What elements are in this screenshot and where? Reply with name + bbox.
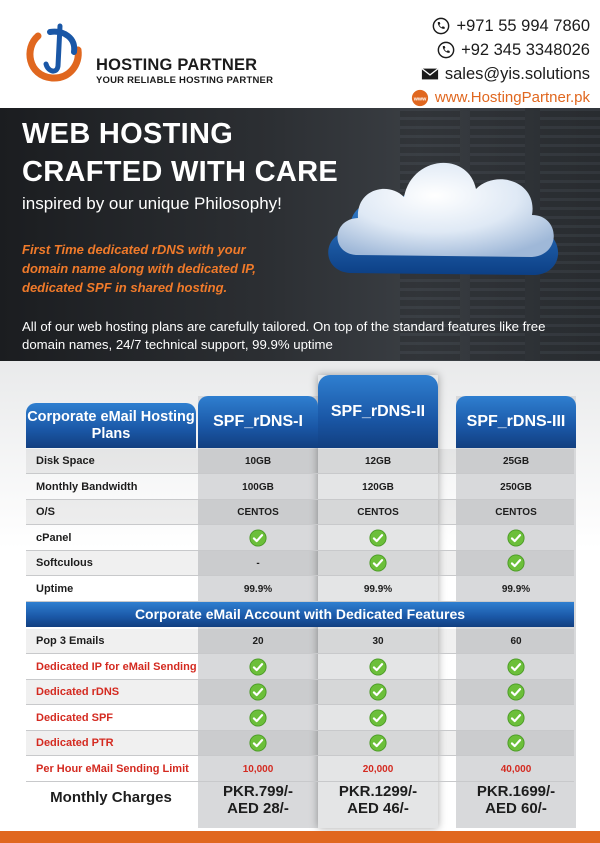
row-divider <box>26 781 574 782</box>
row-value: 10,000 <box>242 763 274 775</box>
svg-text:www: www <box>413 96 427 103</box>
row-value: CENTOS <box>237 507 279 518</box>
check-icon <box>318 551 438 576</box>
row-value: - <box>256 558 260 569</box>
price-aed: AED 46/- <box>347 800 409 817</box>
table-row <box>26 500 574 525</box>
row-value: 250GB <box>500 481 532 493</box>
row-label: cPanel <box>36 531 72 544</box>
footer-bar <box>0 831 600 843</box>
brand-tagline: YOUR RELIABLE HOSTING PARTNER <box>96 75 274 86</box>
price-plan-1 <box>198 783 318 817</box>
check-icon <box>318 706 438 731</box>
check-icon <box>198 731 318 756</box>
email-text: sales@yis.solutions <box>444 65 590 83</box>
price-aed: AED 28/- <box>227 800 289 817</box>
check-icon <box>318 655 438 680</box>
row-value: 25GB <box>502 456 530 467</box>
row-value: CENTOS <box>495 507 537 518</box>
check-icon <box>456 551 576 576</box>
phone-icon <box>437 41 455 59</box>
contact-phone-1[interactable] <box>411 14 590 38</box>
hero-highlight: First Time dedicated rDNS with your domain name along with dedicated IP, dedicated SPF in shared hosting. <box>22 242 256 295</box>
phone-2-text: +92 345 3348026 <box>461 41 590 59</box>
row-value: CENTOS <box>357 507 399 518</box>
row-label: Per Hour eMail Sending Limit <box>36 762 189 775</box>
check-icon <box>456 731 576 756</box>
check-icon <box>318 526 438 551</box>
price-plan-3 <box>456 783 576 817</box>
logo-icon <box>22 22 88 84</box>
check-icon <box>456 706 576 731</box>
check-icon <box>456 655 576 680</box>
row-label: Monthly Bandwidth <box>36 480 138 493</box>
row-value: 40,000 <box>500 763 532 775</box>
row-value: 60 <box>510 636 522 647</box>
row-value: 20 <box>252 636 264 647</box>
website-text: www.HostingPartner.pk <box>434 89 590 106</box>
hero-title-line-1: WEB HOSTING <box>22 118 234 150</box>
brand-name: HOSTING PARTNER <box>96 56 258 74</box>
table-row <box>26 551 574 576</box>
contact-phone-2[interactable] <box>411 38 590 62</box>
check-icon <box>456 680 576 705</box>
hero-banner <box>0 108 600 361</box>
check-icon <box>198 706 318 731</box>
envelope-icon <box>421 65 439 83</box>
table-row <box>26 629 574 654</box>
row-label: Pop 3 Emails <box>36 635 105 647</box>
row-value: 99.9% <box>363 583 393 595</box>
row-value: 30 <box>372 636 384 647</box>
row-value: 10GB <box>244 456 272 467</box>
row-label: Dedicated rDNS <box>36 686 120 698</box>
row-value: 20,000 <box>362 763 394 775</box>
hero-subtitle: inspired by our unique Philosophy! <box>22 194 282 213</box>
plan-header-1: SPF_rDNS-I <box>198 396 318 448</box>
phone-1-text: +971 55 994 7860 <box>456 17 590 35</box>
plan-header-3: SPF_rDNS-III <box>456 396 576 448</box>
row-label: Softculous <box>36 557 93 569</box>
check-icon <box>456 526 576 551</box>
row-label: Dedicated PTR <box>36 737 114 749</box>
table-row <box>26 655 574 680</box>
table-row <box>26 757 574 782</box>
check-icon <box>198 680 318 705</box>
table-row <box>26 475 574 500</box>
row-label: Uptime <box>36 582 74 595</box>
row-value: 120GB <box>362 481 394 493</box>
table-row <box>26 731 574 756</box>
table-row <box>26 526 574 551</box>
table-title: Corporate eMail Hosting Plans <box>26 403 196 448</box>
row-value: 99.9% <box>501 583 531 595</box>
cloud-icon <box>320 123 570 298</box>
phone-icon <box>432 17 450 35</box>
section-band: Corporate eMail Account with Dedicated Features <box>26 602 574 627</box>
monthly-charges-label: Monthly Charges <box>50 789 172 806</box>
row-value: 99.9% <box>243 583 273 595</box>
row-label: Dedicated IP for eMail Sending <box>36 660 197 673</box>
table-row <box>26 449 574 474</box>
www-icon <box>411 89 429 107</box>
row-value: 12GB <box>364 456 392 467</box>
table-row <box>26 706 574 731</box>
table-row <box>26 577 574 602</box>
price-pkr: PKR.799/- <box>222 783 294 800</box>
row-value: 100GB <box>242 481 274 493</box>
check-icon <box>198 655 318 680</box>
contact-email[interactable] <box>411 62 590 86</box>
header <box>0 0 600 110</box>
check-icon <box>318 731 438 756</box>
check-icon <box>318 680 438 705</box>
price-pkr: PKR.1699/- <box>476 783 556 800</box>
price-pkr: PKR.1299/- <box>338 783 418 800</box>
table-row <box>26 680 574 705</box>
hero-title-line-2: CRAFTED WITH CARE <box>22 156 339 188</box>
price-plan-2 <box>318 783 438 817</box>
plan-header-2: SPF_rDNS-II <box>318 375 438 448</box>
contact-block <box>411 14 590 110</box>
check-icon <box>198 526 318 551</box>
price-aed: AED 60/- <box>485 800 547 817</box>
row-label: Dedicated SPF <box>36 711 114 724</box>
hero-description: All of our web hosting plans are carefully tailored. On top of the standard features like free domain names, 24/7 technical support, 99.9% uptime <box>22 319 546 352</box>
contact-website[interactable] <box>411 86 590 110</box>
row-label: Disk Space <box>36 455 95 467</box>
row-label: O/S <box>36 506 55 518</box>
